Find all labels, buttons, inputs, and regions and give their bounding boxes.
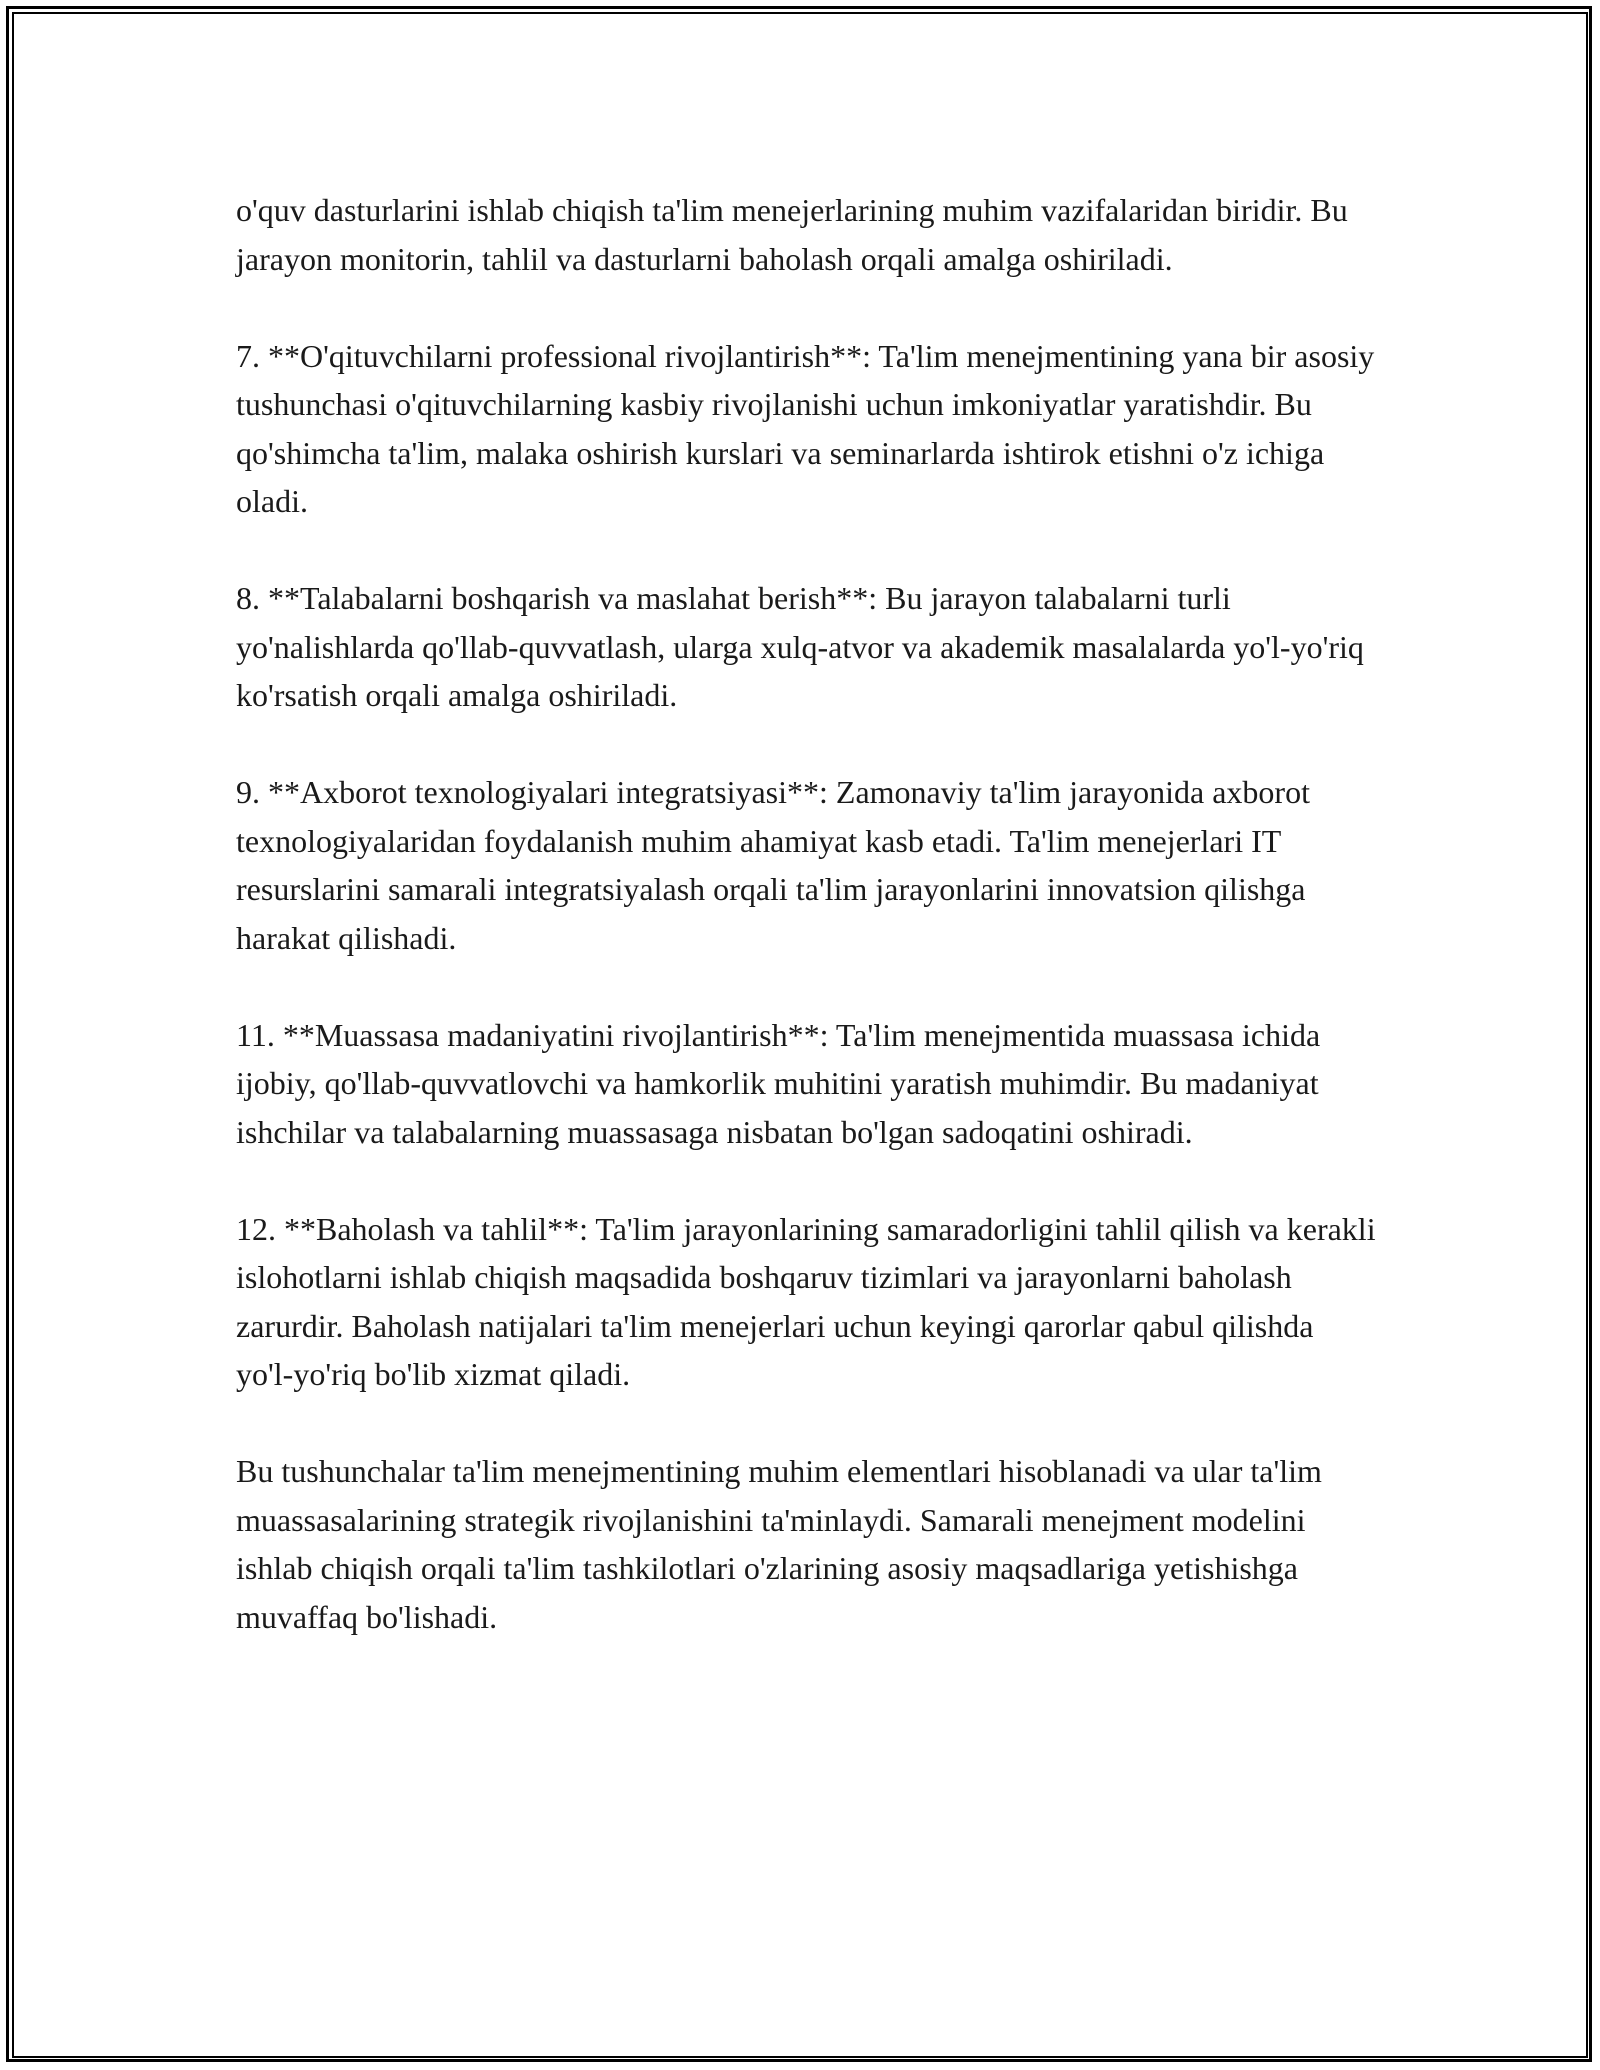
paragraph-item-7: 7. **O'qituvchilarni professional rivojlantirish**: Ta'lim menejmentining yana bir asosiy tushunchasi o'qituvchilarning kasbiy rivojlanishi uchun imkoniyatlar yaratishdir. Bu qo'shimcha ta'lim, malaka oshirish kurslari va seminarlarda ishtirok etishni o'z ichiga oladi. <box>236 337 1375 519</box>
paragraph-conclusion: Bu tushunchalar ta'lim menejmentining muhim elementlari hisoblanadi va ular ta'lim muassasalarining strategik rivojlanishini ta'minlaydi. Samarali menejment modelini ishlab chiqish orqali ta'lim tashkilotlari o'zlarining asosiy maqsadlariga yetishishga muvaffaq bo'lishadi. <box>236 1453 1322 1635</box>
document-body <box>236 186 1376 1641</box>
paragraph-item-9: 9. **Axborot texnologiyalari integratsiyasi**: Zamonaviy ta'lim jarayonida axborot texnologiyalaridan foydalanish muhim ahamiyat kasb etadi. Ta'lim menejerlari IT resurslarini samarali integratsiyalash orqali ta'lim jarayonlarini innovatsion qilishga harakat qilishadi. <box>236 774 1310 956</box>
paragraph-item-12: 12. **Baholash va tahlil**: Ta'lim jarayonlarining samaradorligini tahlil qilish va kerakli islohotlarni ishlab chiqish maqsadida boshqaruv tizimlari va jarayonlarni baholash zarurdir. Baholash natijalari ta'lim menejerlari uchun keyingi qarorlar qabul qilishda yo'l-yo'riq bo'lib xizmat qiladi. <box>236 1210 1376 1392</box>
paragraph-item-11: 11. **Muassasa madaniyatini rivojlantirish**: Ta'lim menejmentida muassasa ichida ijobiy, qo'llab-quvvatlovchi va hamkorlik muhitini yaratish muhimdir. Bu madaniyat ishchilar va talabalarning muassasaga nisbatan bo'lgan sadoqatini oshiradi. <box>236 1016 1321 1150</box>
paragraph-item-8: 8. **Talabalarni boshqarish va maslahat berish**: Bu jarayon talabalarni turli yo'nalishlarda qo'llab-quvvatlash, ularga xulq-atvor va akademik masalalarda yo'l-yo'riq ko'rsatish orqali amalga oshiriladi. <box>236 580 1364 713</box>
paragraph-curriculum-continuation: o'quv dasturlarini ishlab chiqish ta'lim menejerlarining muhim vazifalaridan biridir. Bu jarayon monitorin, tahlil va dasturlarni baholash orqali amalga oshiriladi. <box>236 192 1348 277</box>
